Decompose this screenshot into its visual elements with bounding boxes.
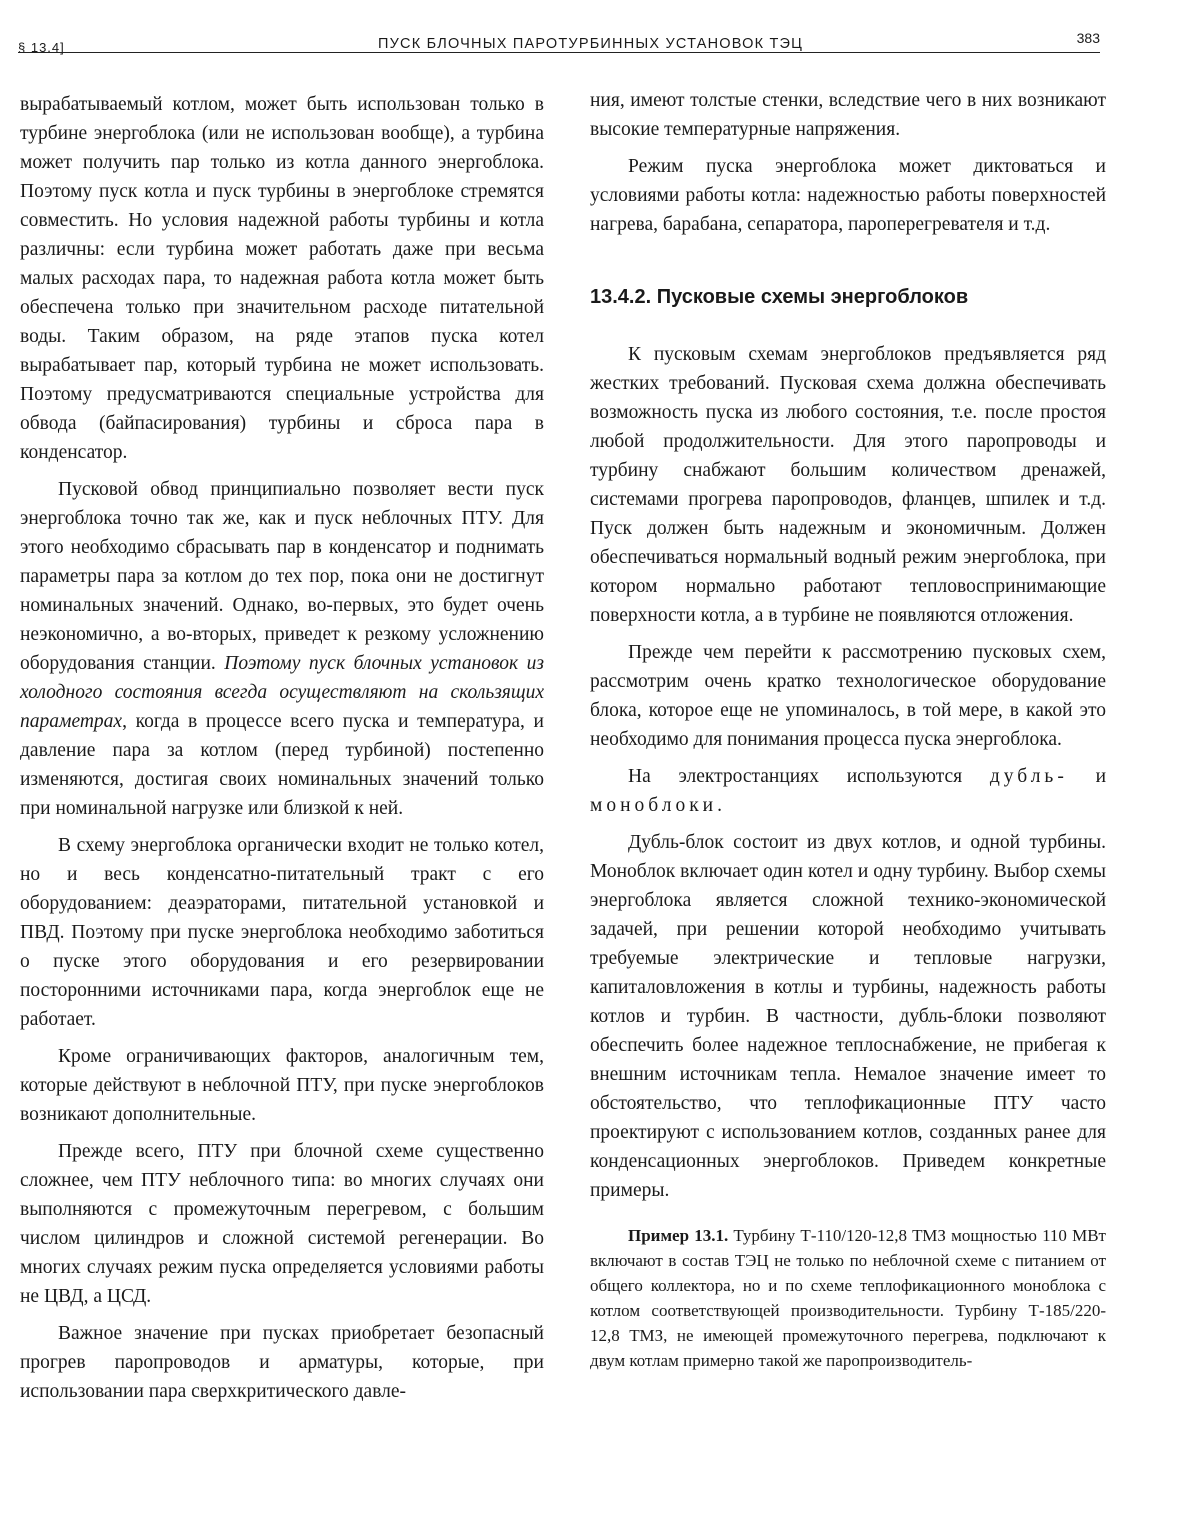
right-column [590, 86, 1106, 1373]
paragraph: Важное значение при пусках приобретает безопасный прогрев паропроводов и арматуры, которые, при использовании пара сверхкритического давле- [20, 1323, 544, 1402]
paragraph-text: . [717, 795, 722, 816]
example-paragraph [590, 1223, 1106, 1373]
paragraph [20, 475, 544, 823]
paragraph: Режим пуска энергоблока может диктоваться и условиями работы котла: надежностью работы поверхностей нагрева, барабана, сепаратора, пароперегревателя и т.д. [590, 156, 1106, 235]
example-block [590, 1223, 1106, 1373]
paragraph-text: На электростанциях используются [628, 766, 990, 787]
paragraph: Кроме ограничивающих факторов, аналогичным тем, которые действуют в неблочной ПТУ, при пуске энергоблоков возникают дополнительные. [20, 1046, 544, 1125]
left-column [20, 90, 544, 1406]
running-title: ПУСК БЛОЧНЫХ ПАРОТУРБИННЫХ УСТАНОВОК ТЭЦ [378, 36, 804, 52]
paragraph: К пусковым схемам энергоблоков предъявляется ряд жестких требований. Пусковая схема должна обеспечивать возможность пуска из любого состояния, т.е. после простоя любой продолжительности. Для этого паропроводы и турбину снабжают большим количеством дренажей, системами прогрева паропроводов, фланцев, шпилек и т.д. Пуск должен быть надежным и экономичным. Должен обеспечиваться нормальный водный режим энергоблока, при котором нормально работают тепловоспринимающие поверхности котла, а в турбине не появляются отложения. [590, 344, 1106, 626]
paragraph-text: и [1067, 766, 1106, 787]
paragraph: вырабатываемый котлом, может быть использован только в турбине энергоблока (или не использован вообще), а турбина может получить пар только из котла данного энергоблока. Поэтому пуск котла и пуск турбины в энергоблоке стремятся совместить. Но условия надежной работы турбины и котла различны: если турбина может работать даже при весьма малых расходах пара, то надежная работа котла может быть обеспечена только при значительном расходе питательной воды. Таким образом, на ряде этапов пуска котел вырабатывает пар, который турбина не может использовать. Поэтому предусматриваются специальные устройства для обвода (байпасирования) турбины и сброса пара в конденсатор. [20, 94, 544, 463]
page-number: 383 [1076, 30, 1100, 46]
section-reference: § 13.4] [18, 40, 65, 55]
paragraph [590, 762, 1106, 820]
section-heading: 13.4.2. Пусковые схемы энергоблоков [590, 286, 969, 308]
emphasized-text: Поэтому пуск блочных установок из холодного состояния всегда осуществляют на скользящих параметрах [20, 653, 544, 732]
example-text: Турбину Т-110/120-12,8 ТМЗ мощностью 110 МВт включают в состав ТЭЦ не только по неблочной схеме с питанием от общего коллектора, но и по схеме теплофикационного моноблока с котлом соответствующей производительности. Турбину Т-185/220-12,8 ТМЗ, не имеющей промежуточного перегрева, подключают к двум котлам примерно такой же паропроизводитель- [590, 1226, 1106, 1370]
paragraph: Прежде всего, ПТУ при блочной схеме существенно сложнее, чем ПТУ неблочного типа: во многих случаях они выполняются с промежуточным перегревом, с большим числом цилиндров и сложной системой регенерации. Во многих случаях режим пуска определяется условиями работы не ЦВД, а ЦСД. [20, 1141, 544, 1307]
header-rule [18, 52, 1100, 53]
spaced-term: моноблоки [590, 795, 718, 816]
running-header [18, 26, 1100, 54]
example-label: Пример 13.1. [628, 1226, 729, 1245]
paragraph: Прежде чем перейти к рассмотрению пусковых схем, рассмотрим очень кратко технологическое оборудование блока, которое еще не упоминалось, в той мере, в какой это необходимо для понимания процесса пуска энергоблока. [590, 642, 1106, 750]
spaced-term: дубль- [989, 766, 1068, 787]
paragraph: В схему энергоблока органически входит не только котел, но и весь конденсатно-питательный тракт с его оборудованием: деаэраторами, питательной установкой и ПВД. Поэтому при пуске энергоблока необходимо заботиться о пуске этого оборудования и его резервировании посторонними источниками пара, когда энергоблок еще не работает. [20, 835, 544, 1030]
paragraph: ния, имеют толстые стенки, вследствие чего в них возникают высокие температурные напряжения. [590, 90, 1106, 140]
paragraph-text: Пусковой обвод принципиально позволяет вести пуск энергоблока точно так же, как и пуск неблочных ПТУ. Для этого необходимо сбрасывать пар в конденсатор и поднимать параметры пара за котлом до тех пор, пока они не достигнут номинальных значений. Однако, во-первых, это будет очень неэкономично, а во-вторых, приведет к резкому усложнению оборудования станции. [20, 479, 544, 674]
paragraph-text: , когда в процессе всего пуска и температура, и давление пара за котлом (перед турбиной) постепенно изменяются, достигая своих номинальных значений только при номинальной нагрузке или близкой к ней. [20, 711, 544, 819]
paragraph: Дубль-блок состоит из двух котлов, и одной турбины. Моноблок включает один котел и одну турбину. Выбор схемы энергоблока является сложной технико-экономической задачей, при решении которой необходимо учитывать требуемые электрические и тепловые нагрузки, капиталовложения в котлы и турбины, надежность работы котлов и турбин. В частности, дубль-блоки позволяют обеспечить более надежное теплоснабжение, не прибегая к внешним источникам тепла. Немалое значение имеет то обстоятельство, что теплофикационные ПТУ часто проектируют с использованием котлов, созданных ранее для конденсационных энергоблоков. Приведем конкретные примеры. [590, 832, 1106, 1201]
